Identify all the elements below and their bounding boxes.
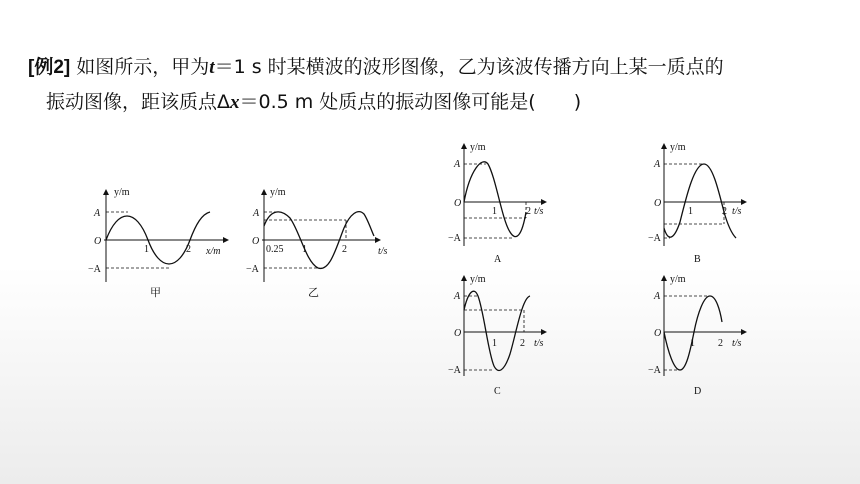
option-b-tick-2: 2 — [722, 206, 727, 217]
yi-tick-1: 1 — [302, 244, 307, 255]
option-a-ylabel: y/m — [470, 142, 486, 153]
jia-neg-amp-label: −A — [88, 264, 101, 275]
option-b-xlabel: t/s — [732, 206, 742, 217]
option-c-amp-label: A — [454, 291, 461, 302]
jia-tick-1: 1 — [144, 244, 149, 255]
option-a-curve — [464, 162, 526, 237]
option-d-tick-1: 1 — [690, 338, 695, 349]
option-d-graph — [648, 274, 746, 397]
option-a-graph — [448, 142, 546, 265]
option-b-tick-1: 1 — [688, 206, 693, 217]
example-tag: [例2] — [28, 57, 71, 78]
option-a-xlabel: t/s — [534, 206, 544, 217]
yi-xlabel: t/s — [378, 246, 388, 257]
option-d-caption: D — [694, 386, 702, 397]
graph-yi — [246, 187, 388, 299]
option-b-graph — [648, 142, 746, 265]
option-b-curve — [664, 164, 736, 238]
jia-xlabel: x/m — [206, 246, 221, 257]
option-d-ylabel: y/m — [670, 274, 686, 285]
x-variable: x — [230, 92, 240, 113]
option-b-ylabel: y/m — [670, 142, 686, 153]
option-d-curve — [664, 296, 722, 370]
option-a-neg-amp-label: −A — [448, 233, 461, 244]
yi-amp-label: A — [253, 208, 260, 219]
option-c-neg-amp-label: −A — [448, 365, 461, 376]
jia-ylabel: y/m — [114, 187, 130, 198]
option-a-tick-2: 2 — [526, 206, 531, 217]
jia-origin-label: O — [94, 236, 102, 247]
option-d-origin-label: O — [654, 328, 662, 339]
option-c-tick-2: 2 — [520, 338, 525, 349]
option-b-caption: B — [694, 254, 701, 265]
option-a-amp-label: A — [454, 159, 461, 170]
question-part-4: ＝0.5 m 处质点的振动图像可能是( ) — [239, 91, 582, 113]
option-c-curve — [464, 291, 530, 370]
yi-tick-2: 2 — [342, 244, 347, 255]
option-d-neg-amp-label: −A — [648, 365, 661, 376]
option-d-tick-2: 2 — [718, 338, 723, 349]
option-a-tick-1: 1 — [492, 206, 497, 217]
yi-origin-label: O — [252, 236, 260, 247]
option-c-caption: C — [494, 386, 501, 397]
yi-caption: 乙 — [308, 287, 319, 299]
question-part-3: 振动图像，距该质点Δ — [46, 91, 230, 113]
option-c-ylabel: y/m — [470, 274, 486, 285]
yi-tick-025: 0.25 — [266, 244, 284, 255]
option-a-origin-label: O — [454, 198, 462, 209]
option-c-tick-1: 1 — [492, 338, 497, 349]
jia-amp-label: A — [94, 208, 101, 219]
option-b-amp-label: A — [654, 159, 661, 170]
option-d-xlabel: t/s — [732, 338, 742, 349]
yi-ylabel: y/m — [270, 187, 286, 198]
option-b-neg-amp-label: −A — [648, 233, 661, 244]
option-a-caption: A — [494, 254, 502, 265]
question-part-1: 如图所示，甲为 — [70, 56, 210, 78]
option-c-graph — [448, 274, 546, 397]
yi-neg-amp-label: −A — [246, 264, 259, 275]
question-part-2: ＝1 s 时某横波的波形图像，乙为该波传播方向上某一质点的 — [214, 56, 724, 78]
option-b-origin-label: O — [654, 198, 662, 209]
option-d-amp-label: A — [654, 291, 661, 302]
jia-caption: 甲 — [150, 287, 161, 299]
option-c-xlabel: t/s — [534, 338, 544, 349]
graph-jia — [88, 187, 228, 299]
jia-wave-curve — [106, 212, 210, 264]
time-variable: t — [209, 57, 215, 78]
option-c-origin-label: O — [454, 328, 462, 339]
jia-tick-2: 2 — [186, 244, 191, 255]
